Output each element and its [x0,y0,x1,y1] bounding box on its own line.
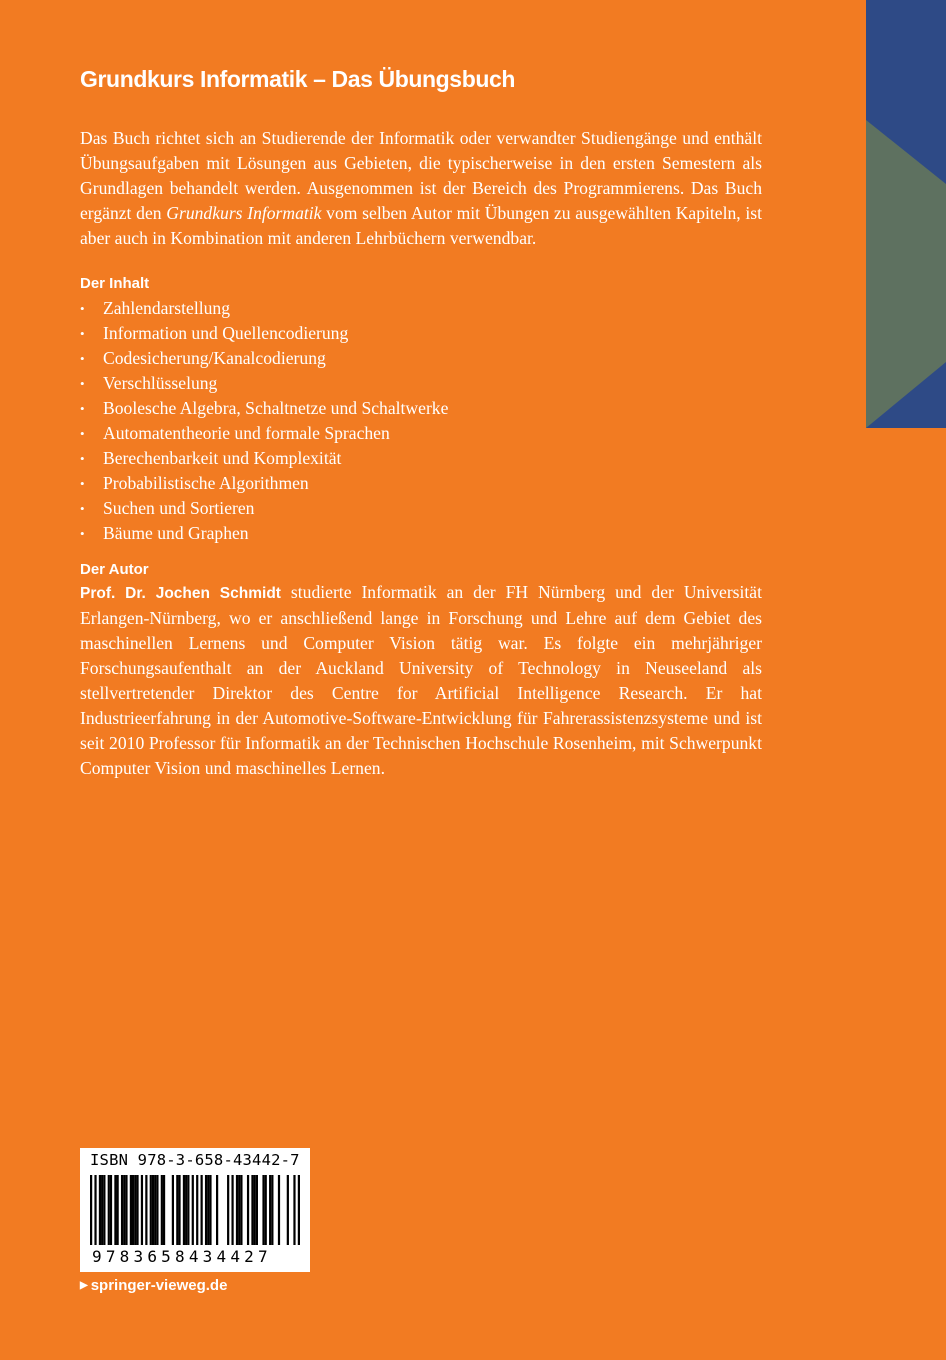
barcode-bar [293,1175,295,1245]
isbn-label: ISBN 978-3-658-43442-7 [90,1151,300,1169]
back-cover-text [80,62,762,781]
list-item: • Probabilistische Algorithmen [80,471,762,496]
barcode-bar [298,1175,300,1245]
side-color-band [866,0,946,428]
barcode-bar [247,1175,249,1245]
barcode-bar [183,1175,185,1245]
bullet-icon: • [80,476,85,491]
barcode-bar [178,1175,180,1245]
barcode-bar [99,1175,101,1245]
barcode-bar [150,1175,152,1245]
barcode-bar [251,1175,253,1245]
barcode-bar [192,1175,194,1245]
barcode-bar [278,1175,280,1245]
barcode-bar [216,1175,218,1245]
barcode-bar [209,1175,211,1245]
barcode-bar [231,1175,233,1245]
barcode-bar [154,1175,156,1245]
barcode-bar [161,1175,163,1245]
list-item: • Bäume und Graphen [80,521,762,546]
band-diagonal-shape [866,0,946,428]
barcode-bar [163,1175,165,1245]
book-title: Grundkurs Informatik – Das Übungsbuch [80,66,516,92]
barcode-bar [132,1175,134,1245]
barcode-bar [152,1175,154,1245]
barcode-bar [172,1175,174,1245]
list-item: • Boolesche Algebra, Schaltnetze und Schaltwerke [80,396,762,421]
barcode-bar [262,1175,264,1245]
contents-list [80,296,762,546]
barcode-bar [205,1175,207,1245]
barcode-bar [110,1175,112,1245]
barcode-bar [187,1175,189,1245]
bullet-icon: • [80,426,85,441]
barcode-bar [240,1175,242,1245]
barcode-bars [90,1175,300,1249]
barcode-bar [103,1175,105,1245]
isbn-barcode [80,1148,310,1272]
intro-italic-title: Grundkurs Informatik [166,203,322,223]
list-item: • Information und Quellencodierung [80,321,762,346]
barcode-bar [265,1175,267,1245]
barcode-bar [227,1175,229,1245]
list-item: • Verschlüsselung [80,371,762,396]
barcode-bar [134,1175,136,1245]
barcode-bar [196,1175,198,1245]
bullet-icon: • [80,376,85,391]
intro-text-start: Das Buch richtet sich an Studierende der Informatik oder verwandter Studiengänge und enthält Übungsaufgaben mit Lösungen aus Gebieten, die typischerweise in den ersten Semestern als Grundlagen behandelt werden. Ausgenommen ist der Bereich des Programmierens. Das Buch ergänzt den [80,128,762,223]
barcode-bar [141,1175,143,1245]
barcode-bar [156,1175,158,1245]
intro-text-end: vom selben Autor mit Übungen zu ausgewählten Kapiteln, ist aber auch in Kombination mit anderen Lehrbüchern verwendbar. [80,203,762,248]
barcode-bar [94,1175,96,1245]
bullet-icon: • [80,526,85,541]
bullet-icon: • [80,326,85,341]
author-name: Prof. Dr. Jochen Schmidt [80,585,281,602]
list-item: • Automatentheorie und formale Sprachen [80,421,762,446]
list-item: • Codesicherung/Kanalcodierung [80,346,762,371]
barcode-bar [176,1175,178,1245]
author-bio: studierte Informatik an der FH Nürnberg und der Universität Erlangen-Nürnberg, wo er anschließend lange in Forschung und Lehre auf dem Gebiet des maschinellen Lernens und Computer Vision tätig war. Es folgte ein mehrjähriger Forschungsaufenthalt an der Auckland University of Technology in Neuseeland als stellvertretender Direktor des Centre for Artificial Intelligence Research. Er hat Industrieerfahrung in der Automotive-Software-Entwicklung für Fahrerassistenzsysteme und ist seit 2010 Professor für Informatik an der Technischen Hochschule Rosenheim, mit Schwerpunkt Computer Vision und maschinelles Lernen. [80,582,763,778]
barcode-bar [121,1175,123,1245]
author-heading: Der Autor [80,561,149,578]
bullet-icon: • [80,301,85,316]
barcode-bar [271,1175,273,1245]
publisher-link[interactable] [80,1277,227,1294]
bullet-icon: • [80,451,85,466]
barcode-bar [201,1175,203,1245]
barcode-bar [207,1175,209,1245]
intro-paragraph [80,126,762,251]
barcode-bar [254,1175,256,1245]
list-item: • Suchen und Sortieren [80,496,762,521]
barcode-bar [117,1175,119,1245]
contents-heading: Der Inhalt [80,275,150,292]
barcode-bar [269,1175,271,1245]
barcode-bar [236,1175,238,1245]
list-item: • Berechenbarkeit und Komplexität [80,446,762,471]
arrow-right-icon: ▶ [80,1280,88,1291]
barcode-bar [130,1175,132,1245]
bullet-icon: • [80,351,85,366]
barcode-bar [125,1175,127,1245]
barcode-bar [101,1175,103,1245]
barcode-bar [114,1175,116,1245]
barcode-bar [287,1175,289,1245]
barcode-bar [108,1175,110,1245]
publisher-url: springer-vieweg.de [90,1277,228,1294]
barcode-bar [136,1175,138,1245]
barcode-bar [185,1175,187,1245]
bullet-icon: • [80,501,85,516]
barcode-bar [90,1175,92,1245]
barcode-bar [238,1175,240,1245]
barcode-digits: 9783658434427 [92,1247,272,1266]
author-paragraph [80,580,762,781]
barcode-bar [145,1175,147,1245]
bullet-icon: • [80,401,85,416]
barcode-bar [256,1175,258,1245]
list-item: • Zahlendarstellung [80,296,762,321]
barcode-bar [123,1175,125,1245]
